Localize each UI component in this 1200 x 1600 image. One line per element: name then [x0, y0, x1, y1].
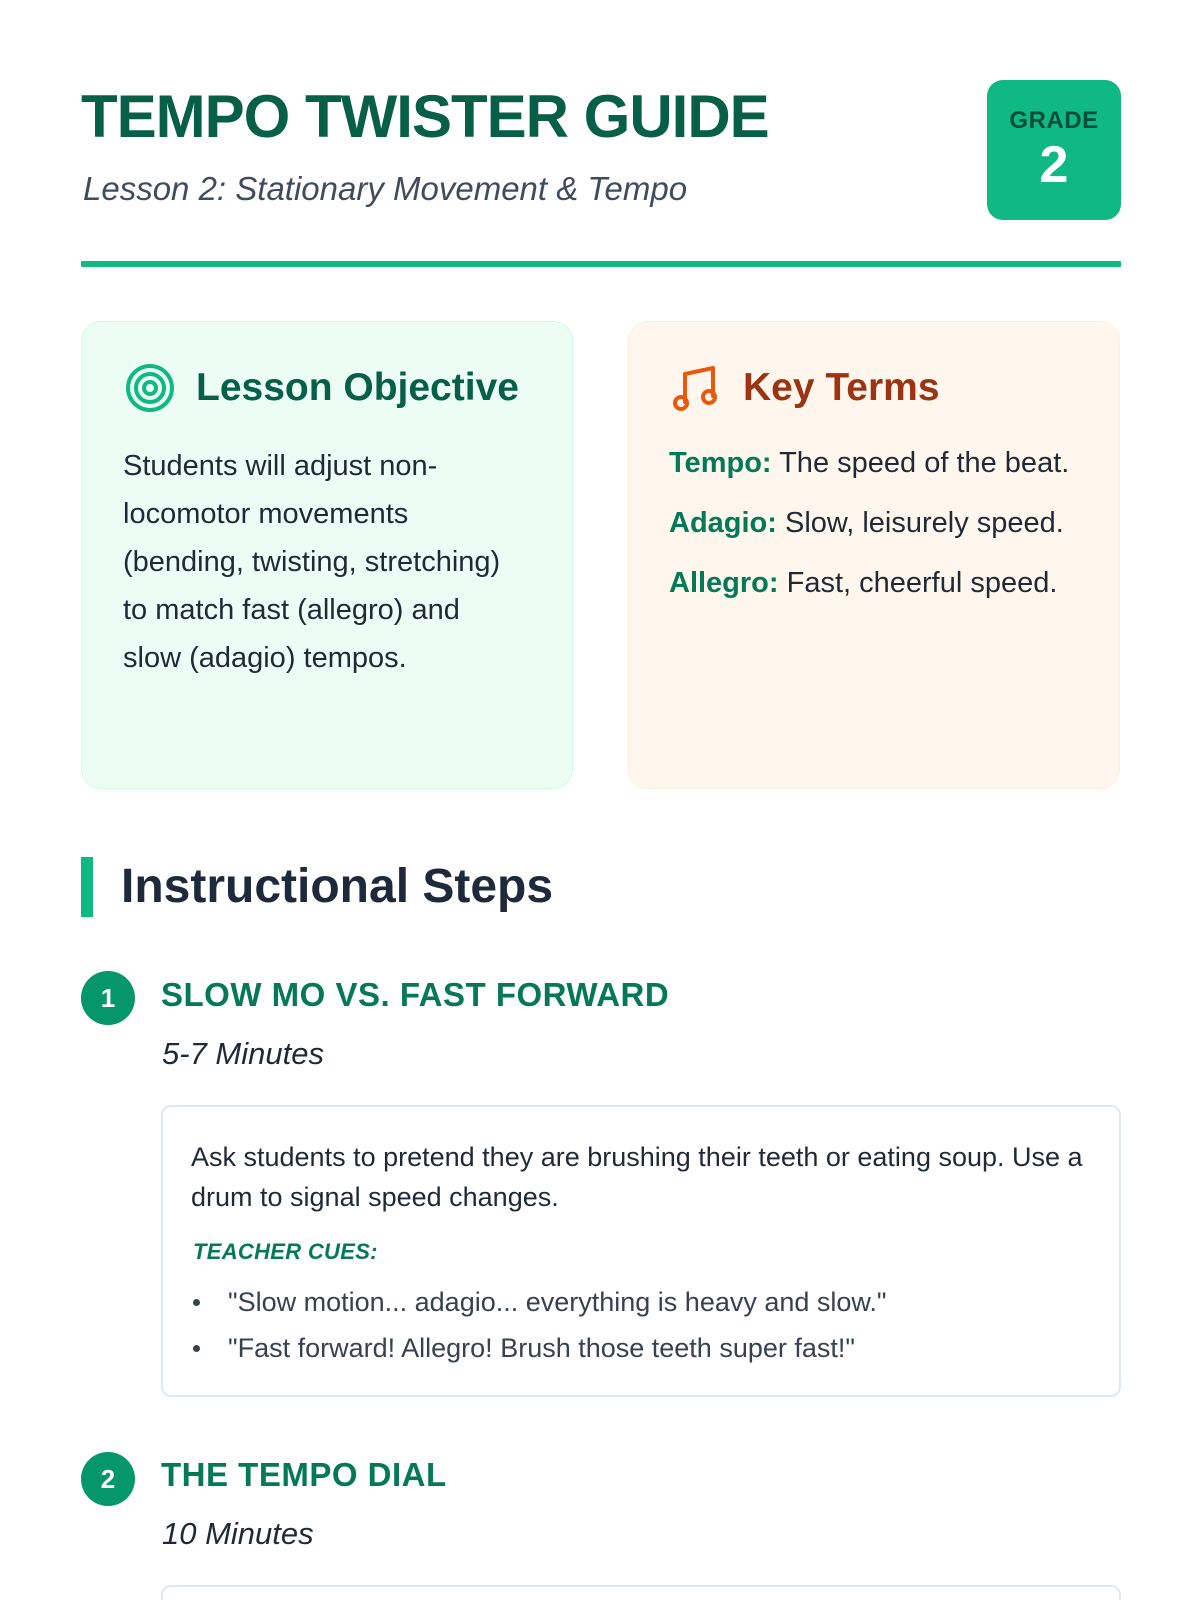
step-details-box: [161, 1105, 1121, 1397]
objective-card: [81, 321, 573, 789]
teacher-cues-label: TEACHER CUES:: [193, 1239, 378, 1264]
step-description: Ask students to pretend they are brushing their teeth or eating soup. Use a drum to signal speed changes.: [191, 1142, 1083, 1212]
term-word: Adagio:: [669, 507, 777, 539]
term-item-adagio: [669, 500, 1089, 546]
step-title: SLOW MO VS. FAST FORWARD: [161, 976, 670, 1013]
section-accent-bar: [81, 857, 93, 917]
step-number-badge: 1: [81, 971, 135, 1025]
term-definition: Slow, leisurely speed.: [776, 507, 1064, 539]
step-duration: 10 Minutes: [162, 1516, 314, 1551]
key-terms-title: Key Terms: [743, 366, 940, 409]
objective-title: Lesson Objective: [196, 366, 519, 409]
grade-number: 2: [1039, 136, 1069, 194]
key-terms-card: [628, 321, 1120, 789]
page-header: [81, 80, 1121, 220]
music-note-icon: [671, 362, 723, 414]
objective-card-header: [124, 362, 519, 414]
step-number-badge: 2: [81, 1452, 135, 1506]
objective-text: Students will adjust non-locomotor movements (bending, twisting, stretching) to match fast (allegro) and slow (adagio) tempos.: [123, 450, 501, 674]
page-subtitle: Lesson 2: Stationary Movement & Tempo: [83, 170, 688, 207]
section-title: Instructional Steps: [121, 860, 554, 913]
term-word: Allegro:: [669, 567, 779, 599]
cue-item: "Slow motion... adagio... everything is heavy and slow.": [228, 1279, 1119, 1325]
page-title: TEMPO TWISTER GUIDE: [81, 83, 769, 150]
term-item-allegro: [669, 560, 1089, 606]
grade-badge: [987, 80, 1121, 220]
target-icon: [124, 362, 176, 414]
step-details-box: [161, 1585, 1121, 1600]
teacher-cues-list: [163, 1279, 1119, 1371]
term-definition: Fast, cheerful speed.: [778, 567, 1058, 599]
cue-item: "Fast forward! Allegro! Brush those teeth super fast!": [228, 1325, 1119, 1371]
term-definition: The speed of the beat.: [771, 447, 1070, 479]
key-terms-card-header: [671, 362, 940, 414]
key-terms-list: [669, 440, 1089, 620]
term-item-tempo: [669, 440, 1089, 486]
step-title: THE TEMPO DIAL: [161, 1456, 447, 1493]
term-word: Tempo:: [669, 447, 772, 479]
step-duration: 5-7 Minutes: [162, 1036, 324, 1071]
header-divider: [81, 261, 1121, 267]
grade-label: GRADE: [1009, 107, 1099, 134]
